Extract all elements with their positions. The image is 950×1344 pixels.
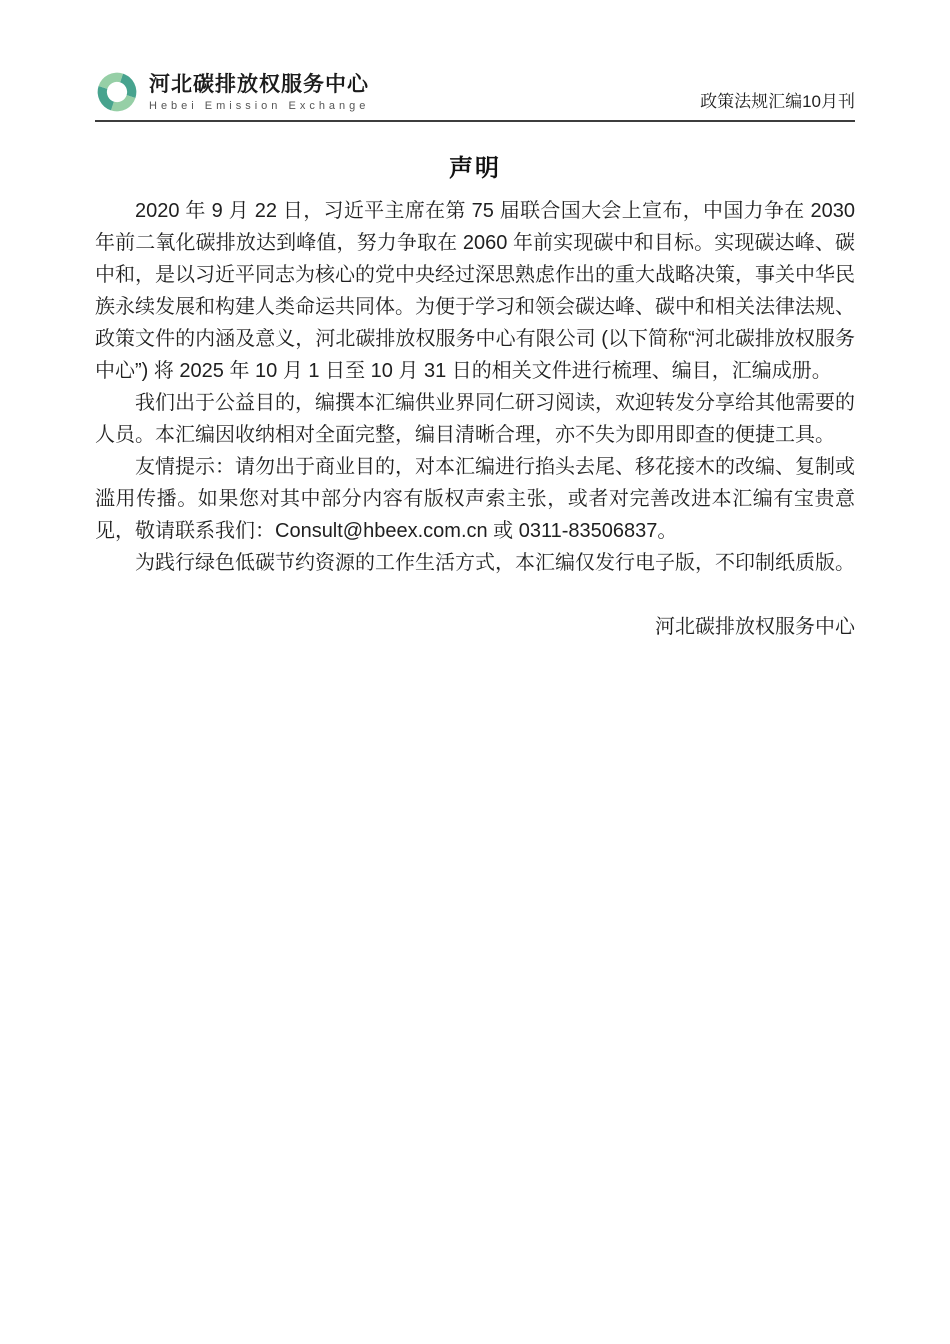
document-title: 声明 <box>449 155 501 182</box>
document-body <box>95 148 855 643</box>
logo-text <box>149 72 369 112</box>
issue-label: 政策法规汇编10月刊 <box>700 92 855 111</box>
paragraph-purpose: 我们出于公益目的，编撰本汇编供业界同仁研习阅读，欢迎转发分享给其他需要的人员。本汇编因收纳相对全面完整，编目清晰合理，亦不失为即用即查的便捷工具。 <box>95 392 855 446</box>
paragraph-announcement: 2020 年 9 月 22 日，习近平主席在第 75 届联合国大会上宣布，中国力争在 2030 年前二氧化碳排放达到峰值，努力争取在 2060 年前实现碳中和目标。实现碳达峰、碳中和，是以习近平同志为核心的党中央经过深思熟虑作出的重大战略决策，事关中华民族永续发展和构建人类命运共同体。为便于学习和领会碳达峰、碳中和相关法律法规、政策文件的内涵及意义，河北碳排放权服务中心有限公司 (以下简称“河北碳排放权服务中心”) 将 2025 年 10 月 1 日至 10 月 31 日的相关文件进行梳理、编目，汇编成册。 <box>95 200 855 382</box>
logo <box>95 70 369 114</box>
paragraph-electronic-only: 为践行绿色低碳节约资源的工作生活方式，本汇编仅发行电子版，不印制纸质版。 <box>135 552 855 574</box>
paragraph-notice: 友情提示：请勿出于商业目的，对本汇编进行掐头去尾、移花接木的改编、复制或滥用传播。如果您对其中部分内容有版权声索主张，或者对完善改进本汇编有宝贵意见，敬请联系我们：Consult@hbeex.com.cn 或 0311-83506837。 <box>95 456 855 542</box>
pinwheel-leaves-icon <box>95 70 139 114</box>
logo-title: 河北碳排放权服务中心 <box>149 72 369 96</box>
logo-subtitle: Hebei Emission Exchange <box>149 100 370 113</box>
page-header <box>95 70 855 122</box>
signature: 河北碳排放权服务中心 <box>655 616 855 638</box>
